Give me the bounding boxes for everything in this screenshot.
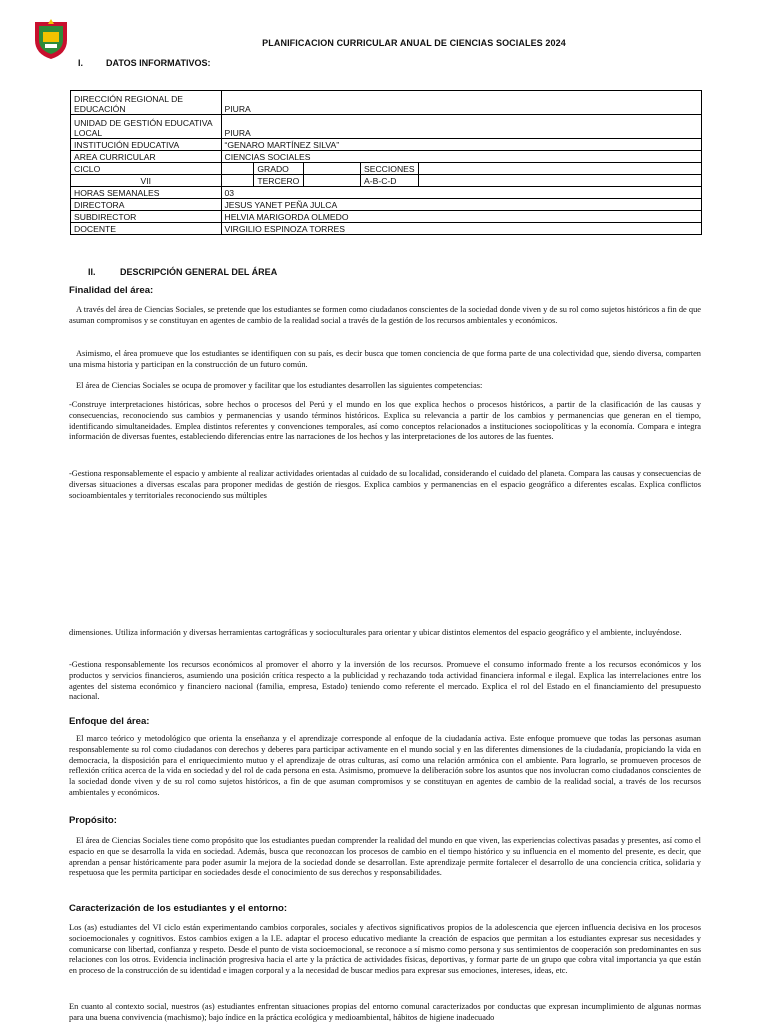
table-row	[71, 151, 702, 163]
section-number: I.	[78, 58, 84, 68]
table-row	[71, 175, 702, 187]
secciones-value: A-B-C-D	[361, 175, 419, 187]
finalidad-paragraph-3: El área de Ciencias Sociales se ocupa de promover y facilitar que los estudiantes desarrollen las siguientes competencias:	[76, 381, 483, 390]
empty-cell	[418, 175, 701, 187]
finalidad-paragraph-2: Asimismo, el área promueve que los estudiantes se identifiquen con su país, es decir busca que tomen conciencia de que forma parte de una colectividad que, siendo diversa, comparten una misma historia y participan en la construcción de un futuro común.	[69, 349, 701, 369]
table-row	[71, 187, 702, 199]
horas-label: HORAS SEMANALES	[71, 187, 222, 199]
section-descripcion-general	[88, 267, 277, 277]
ie-label: INSTITUCIÓN EDUCATIVA	[71, 139, 222, 151]
dre-value: PIURA	[221, 91, 702, 115]
table-row	[71, 91, 702, 115]
section-number: II.	[88, 267, 96, 277]
area-label: AREA CURRICULAR	[71, 151, 222, 163]
directora-label: DIRECTORA	[71, 199, 222, 211]
enfoque-heading: Enfoque del área:	[69, 716, 150, 727]
document-title: PLANIFICACION CURRICULAR ANUAL DE CIENCIAS SOCIALES 2024	[262, 38, 566, 48]
proposito-heading: Propósito:	[69, 815, 117, 826]
section-title: DESCRIPCIÓN GENERAL DEL ÁREA	[120, 267, 278, 277]
competencia-historica: -Construye interpretaciones históricas, sobre hechos o procesos del Perú y el mundo en los que explica hechos o procesos históricos, a partir de la clasificación de las causas y consecuencias, reconociendo sus cambios y permanencias y usando términos históricos. Explica su relevancia a partir de los cambios y permanencias que generan en el tiempo, identificando simultaneidades. Emplea distintos referentes y convenciones temporales, así como conceptos relacionados a instituciones sociopolíticas y la economía. Compara e integra información de diversas fuentes, estableciendo diferencias entre las narraciones de los hechos y las interpretaciones de los autores de las fuentes.	[69, 400, 701, 442]
table-row	[71, 115, 702, 139]
caracterizacion-heading: Caracterización de los estudiantes y el entorno:	[69, 903, 288, 914]
table-row	[71, 211, 702, 223]
grado-label: GRADO	[254, 163, 304, 175]
caracterizacion-paragraph-2: En cuanto al contexto social, nuestros (as) estudiantes enfrentan situaciones propias del entorno comunal caracterizados por conductas que expresan incumplimiento de algunas normas para una buena convivencia (machismo); bajo índice en la práctica ecológica y medioambiental, hábitos de higiene inadecuado	[69, 1002, 701, 1022]
table-row	[71, 139, 702, 151]
ugel-value: PIURA	[221, 115, 702, 139]
empty-cell	[304, 163, 361, 175]
horas-value: 03	[221, 187, 702, 199]
empty-cell	[221, 175, 254, 187]
competencia-ambiente: -Gestiona responsablemente el espacio y ambiente al realizar actividades orientadas al cuidado de su localidad, considerando el cuidado del planeta. Compara las causas y consecuencias de diversas situaciones a diversas escalas para proponer medidas de gestión de riesgos. Explica cambios y permanencias en el espacio geográfico a diferentes escalas. Explica conflictos socioambientales y territoriales reconociendo sus múltiples	[69, 469, 701, 500]
empty-cell	[304, 175, 361, 187]
section-title: DATOS INFORMATIVOS:	[106, 58, 211, 68]
caracterizacion-paragraph-1: Los (as) estudiantes del VI ciclo están experimentando cambios corporales, sociales y afectivos significativos propios de la adolescencia que ejercen influencia decisiva en los procesos socioemocionales y cognitivos. Estos cambios exigen a la I.E. adaptar el proceso educativo mediante la creación de espacios que permitan a los estudiantes expresar sus necesidades y comunicarse con libertad, confianza y respeto. Desde el punto de vista socioemocional, se reconoce a sí mismo como persona y sus sentimientos de cooperación son predominantes en sus relaciones con los otros. Evidencia inclinación progresiva hacia el arte y la práctica de actividades físicas, deportivas, y formar parte de un grupo que cobra vital importancia ya que están en proceso de la construcción de su identidad e imagen corporal y a la necesidad de buscar medios para expresar sus emociones, intereses, ideas, etc.	[69, 923, 701, 976]
finalidad-heading: Finalidad del área:	[69, 285, 154, 296]
enfoque-paragraph: El marco teórico y metodológico que orienta la enseñanza y el aprendizaje corresponde al enfoque de la ciudadanía activa. Este enfoque promueve que todas las personas asuman responsablemente su rol como ciudadanos con derechos y deberes para participar activamente en el mundo social y en las diferentes dimensiones de la ciudadanía, propiciando la vida en democracia, la disposición para el enriquecimiento mutuo y el aprendizaje de otras culturas, así como una relación armónica con el ambiente. Para lograrlo, se promueven procesos de reflexión crítica acerca de la vida en sociedad y del rol de cada persona en esta. Asimismo, promueve la deliberación sobre los asuntos que nos involucran como ciudadanos conscientes de la sociedad donde viven y de su rol como sujetos históricos, a fin de que asuman compromisos y se constituyan en agentes de cambio de la realidad social, a través de los recursos ambientales y económicos.	[69, 734, 701, 797]
competencia-economica: -Gestiona responsablemente los recursos económicos al promover el ahorro y la inversión de los recursos. Promueve el consumo informado frente a los recursos económicos y los productos y servicios financieros, asumiendo una posición crítica respecto a la publicidad y rechazando toda actividad financiera informal e ilegal. Explica las interrelaciones entre los agentes del sistema económico y financiero nacional (familia, empresa, Estado) teniendo como referente el mercado. Explica el rol del Estado en el financiamiento del presupuesto nacional.	[69, 660, 701, 702]
ciclo-value: VII	[71, 175, 222, 187]
proposito-paragraph: El área de Ciencias Sociales tiene como propósito que los estudiantes puedan comprender la realidad del mundo en que viven, las experiencias colectivas pasadas y presentes, así como el espacio en que se desarrolla la vida en sociedad. Además, busca que reconozcan los procesos de cambio en el tiempo histórico y su influencia en el momento del presente, es decir, que aprendan a pensar históricamente para poder asumir la mejora de la sociedad donde se desarrollan. Este aprendizaje permite fortalecer el desarrollo de una conciencia crítica, solidaria y respetuosa que les permita participar en sociedades desde el conocimiento de sus derechos y responsabilidades.	[69, 836, 701, 878]
competencia-ambiente-cont: dimensiones. Utiliza información y diversas herramientas cartográficas y socioculturales para orientar y ubicar distintos elementos del espacio geográfico y el ambiente, incluyéndose.	[69, 628, 682, 637]
table-row	[71, 223, 702, 235]
empty-cell	[221, 163, 254, 175]
ugel-label: UNIDAD DE GESTIÓN EDUCATIVA LOCAL	[71, 115, 222, 139]
area-value: CIENCIAS SOCIALES	[221, 151, 702, 163]
docente-label: DOCENTE	[71, 223, 222, 235]
info-table	[70, 90, 702, 235]
ie-value: “GENARO MARTÍNEZ SILVA”	[221, 139, 702, 151]
dre-label: DIRECCIÓN REGIONAL DE EDUCACIÓN	[71, 91, 222, 115]
secciones-label: SECCIONES	[361, 163, 419, 175]
docente-value: VIRGILIO ESPINOZA TORRES	[221, 223, 702, 235]
finalidad-paragraph-1: A través del área de Ciencias Sociales, se pretende que los estudiantes se formen como ciudadanos conscientes de la sociedad donde viven y de su rol como sujetos históricos a fin de que asuman compromisos y se constituyan en agentes de cambio de la realidad social a través de la gestión de los recursos ambientales y económicos.	[69, 305, 701, 325]
table-row	[71, 163, 702, 175]
directora-value: JESUS YANET PEÑA JULCA	[221, 199, 702, 211]
ciclo-label: CICLO	[71, 163, 222, 175]
subdirector-value: HELVIA MARIGORDA OLMEDO	[221, 211, 702, 223]
empty-cell	[418, 163, 701, 175]
section-datos-informativos	[78, 58, 211, 68]
grado-value: TERCERO	[254, 175, 304, 187]
table-row	[71, 199, 702, 211]
subdirector-label: SUBDIRECTOR	[71, 211, 222, 223]
